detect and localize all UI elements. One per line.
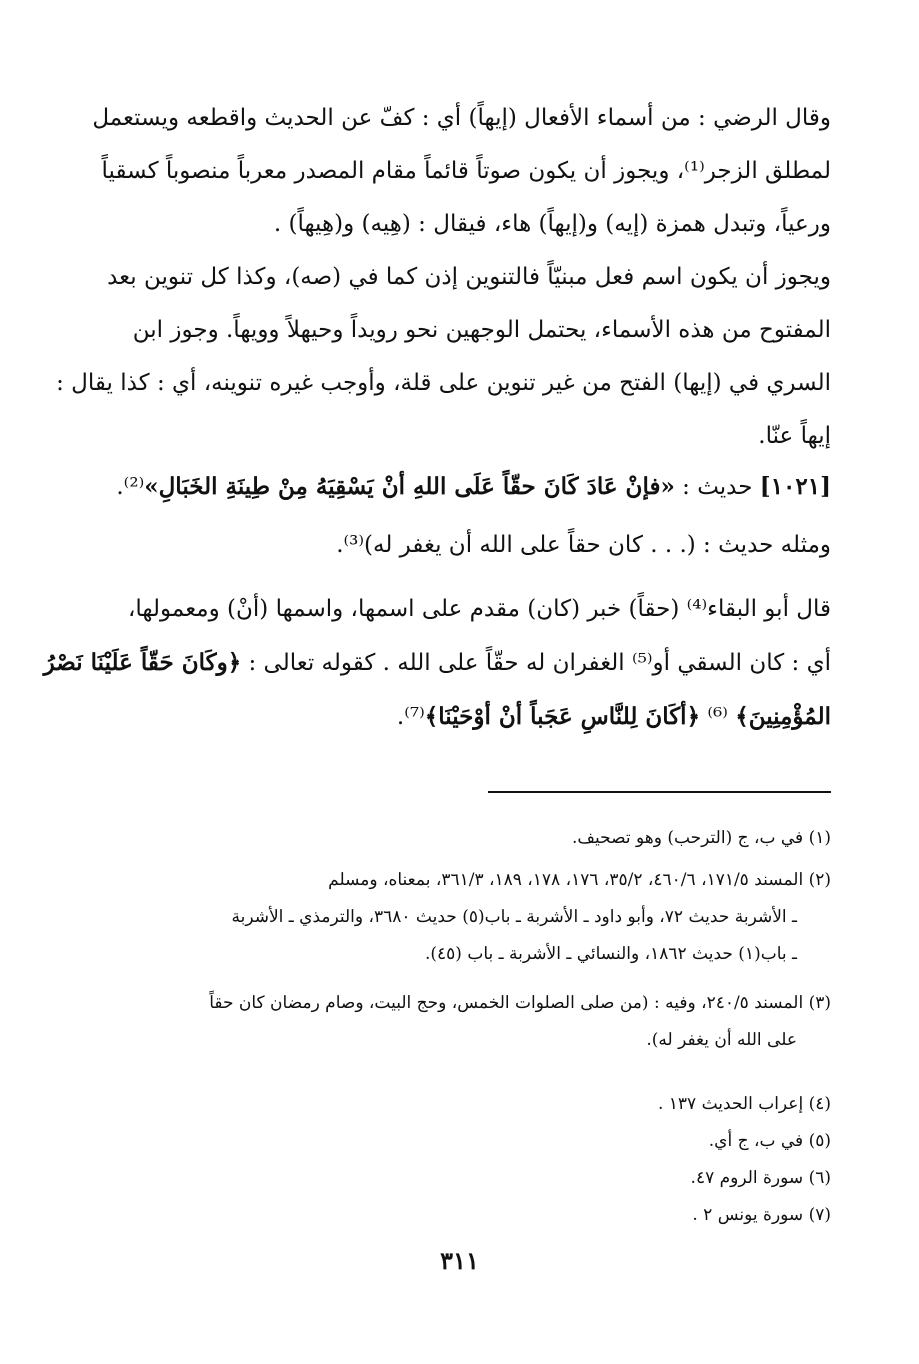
text-line: ورعياً، وتبدل همزة (إيه) و(إيهاً) هاء، فيقال : (هِيه) و(هِيهاً) . xyxy=(273,211,831,237)
footnote-line: (٢) المسند ١٧١/٥، ٤٦٠/٦، ٣٥/٢، ١٧٦، ١٧٨، ١٨٩، ٣٦١/٣، بمعناه، ومسلم xyxy=(328,870,831,890)
footnote-3 xyxy=(99,985,831,1059)
footnote-mark: ⁽³⁾. xyxy=(336,532,365,558)
text-line: المفتوح من هذه الأسماء، يحتمل الوجهين نحو رويداً وحيهلاً وويهاً. وجوز ابن xyxy=(132,317,831,343)
footnote-6 xyxy=(99,1160,831,1197)
footnote-separator xyxy=(488,791,831,793)
footnote-line: ـ باب(١) حديث ١٨٦٢، والنسائي ـ الأشربة ـ باب (٤٥). xyxy=(424,944,797,964)
footnote-mark: ⁽⁶⁾ xyxy=(707,704,728,730)
line-text: أي : كان السقي أو⁽⁵⁾ الغفران له حقّاً على الله . كقوله تعالى : xyxy=(248,650,831,676)
page-number: ٣١١ xyxy=(440,1246,479,1275)
hadith-entry-1021 xyxy=(99,460,831,514)
text-line xyxy=(99,460,831,514)
text-line: وقال الرضي : من أسماء الأفعال (إيهاً) أي : كفّ عن الحديث واقطعه ويستعمل xyxy=(92,105,831,131)
text-line xyxy=(99,690,831,744)
quran-quote: المُؤْمِنِينَ﴾ xyxy=(735,703,831,730)
footnote-mark: ⁽⁷⁾. xyxy=(396,704,425,730)
footnote-line: (١) في ب، ج (الترحب) وهو تصحيف. xyxy=(571,828,831,848)
similar-hadith-text: ومثله حديث : (. . . كان حقاً على الله أن يغفر له) xyxy=(364,532,831,558)
footnote-line: (٥) في ب، ج أي. xyxy=(708,1131,831,1151)
footnote-line: ـ الأشربة حديث ٧٢، وأبو داود ـ الأشربة ـ باب(٥) حديث ٣٦٨٠، والترمذي ـ الأشربة xyxy=(231,907,797,927)
footnote-line: على الله أن يغفر له). xyxy=(646,1030,797,1050)
quran-quote: ﴿وكَانَ حَقّاً عَلَيْنَا نَصْرُ xyxy=(43,649,242,676)
text-line: ويجوز أن يكون اسم فعل مبنيّاً فالتنوين إذن كما في (صه)، وكذا كل تنوين بعد xyxy=(107,264,831,290)
text-line: إيهاً عنّا. xyxy=(758,423,831,449)
footnote-mark: ⁽²⁾. xyxy=(116,474,145,500)
text-line xyxy=(43,636,831,690)
footnote-line: (٤) إعراب الحديث ١٣٧ . xyxy=(657,1094,831,1114)
footnote-line: (٧) سورة يونس ٢ . xyxy=(692,1205,831,1225)
footnote-5 xyxy=(99,1123,831,1160)
paragraph-tanween xyxy=(56,251,831,463)
quran-quote: ﴿أكَانَ لِلنَّاسِ عَجَباً أنْ أوْحَيْنَا﴾ xyxy=(424,703,701,730)
paragraph-radi xyxy=(92,92,831,251)
text-line: قال أبو البقاء⁽⁴⁾ (حقاً) خبر (كان) مقدم على اسمها، واسمها (أنْ) ومعمولها، xyxy=(127,596,831,622)
footnote-line: (٣) المسند ٢٤٠/٥، وفيه : (من صلى الصلوات الخمس، وحج البيت، وصام رمضان كان حقاً xyxy=(209,993,831,1013)
paragraph-abu-albaqa xyxy=(43,583,831,744)
text-line: لمطلق الزجر⁽¹⁾، ويجوز أن يكون صوتاً قائماً مقام المصدر معرباً منصوباً كسقياً xyxy=(101,158,831,184)
footnote-1 xyxy=(99,820,831,857)
footnote-2 xyxy=(99,862,831,973)
entry-label: حديث : xyxy=(682,474,753,500)
text-line xyxy=(99,519,831,572)
footnote-4 xyxy=(99,1086,831,1123)
entry-number: [١٠٢١] xyxy=(759,473,831,500)
hadith-quote: «فإنْ عَادَ كَانَ حقّاً عَلَى اللهِ أنْ يَسْقِيَهُ مِنْ طِينَةِ الخَبَالِ» xyxy=(144,473,675,500)
paragraph-similar-hadith xyxy=(99,519,831,572)
footnote-line: (٦) سورة الروم ٤٧. xyxy=(690,1168,831,1188)
text-line: السري في (إيها) الفتح من غير تنوين على قلة، وأوجب غيره تنوينه، أي : كذا يقال : xyxy=(56,370,831,396)
footnote-7 xyxy=(99,1197,831,1234)
